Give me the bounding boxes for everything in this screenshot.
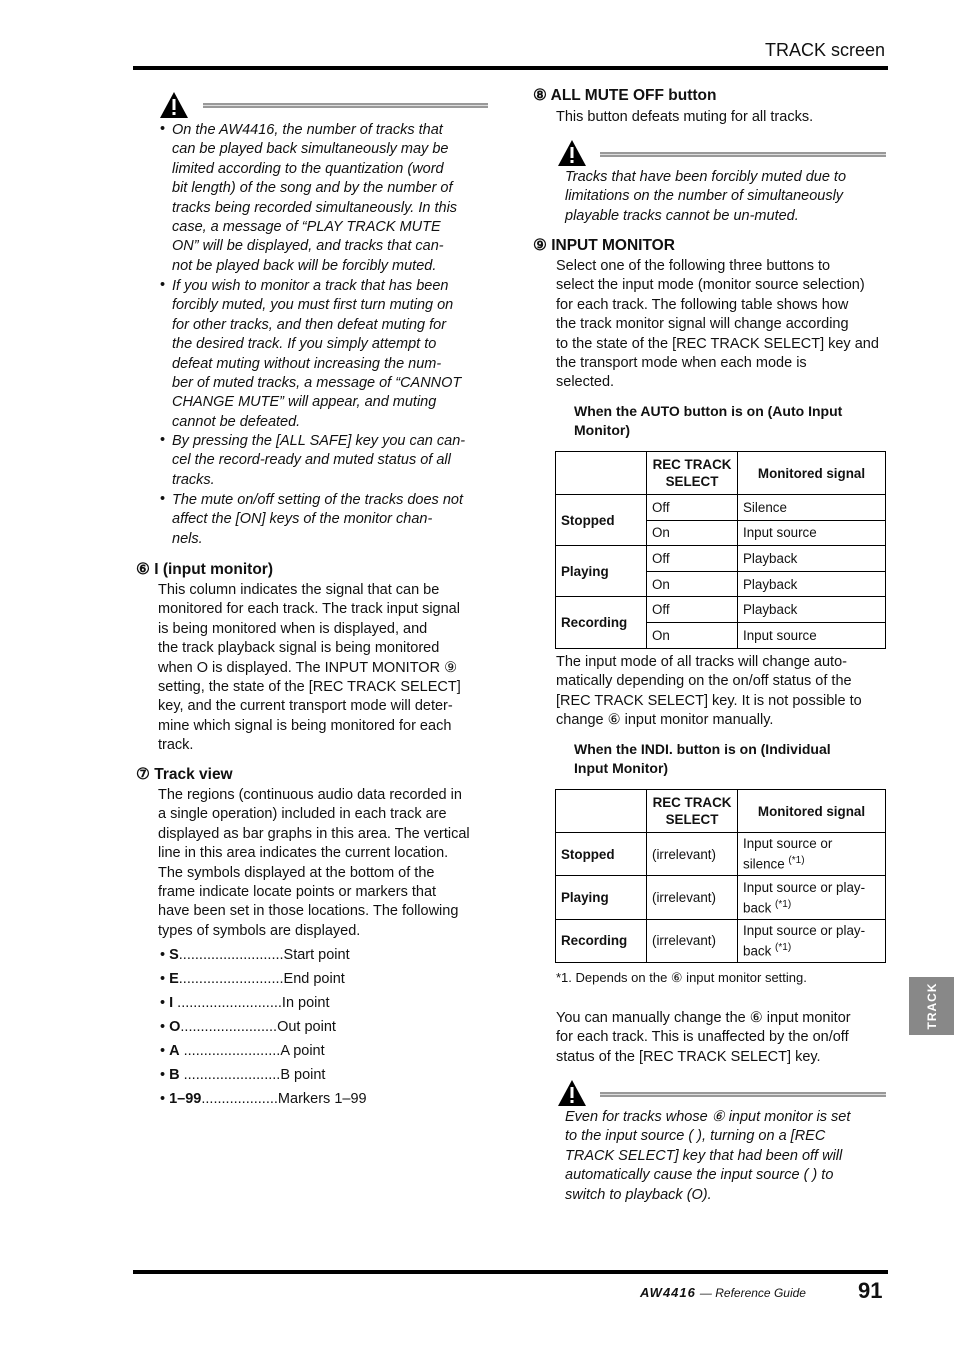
leader-dots: ........................ <box>180 1019 278 1035</box>
text-line: Tracks that have been forcibly muted due to <box>565 169 847 185</box>
section-9-body <box>556 257 879 393</box>
leader-dots: ................... <box>201 1091 278 1107</box>
transport-mode: Recording <box>556 597 647 648</box>
symbol-list <box>160 943 367 1111</box>
header-rule <box>133 66 888 70</box>
section-7-heading: ⑦ Track view <box>136 766 233 783</box>
text-line: affect the [ON] keys of the monitor chan- <box>172 511 433 528</box>
monitored-signal: Input source or silence $^{(*1)}$ <box>738 833 886 876</box>
auto-table-heading <box>574 402 842 441</box>
rec-track-select: On <box>647 571 738 597</box>
manual-change-text <box>556 1009 851 1067</box>
leader-dots: .......................... <box>173 995 282 1011</box>
text-line: types of symbols are displayed. <box>158 922 361 939</box>
auto-explanation <box>556 653 862 731</box>
transport-mode: Recording <box>556 919 647 962</box>
text-line: The input mode of all tracks will change auto- <box>556 654 847 670</box>
symbol-meaning: Markers 1–99 <box>277 1091 367 1107</box>
monitored-signal: Playback <box>738 546 886 572</box>
text-line: TRACK SELECT] key that had been off will <box>565 1147 843 1164</box>
symbol-meaning: Start point <box>283 947 350 963</box>
transport-mode: Playing <box>556 546 647 597</box>
text-line: CHANGE MUTE” will appear, and muting <box>172 394 437 411</box>
text-line: a single operation) included in each track are <box>158 806 447 823</box>
text-line: Even for tracks whose ⑥ input monitor is set <box>565 1109 851 1125</box>
section-8-heading: ⑧ ALL MUTE OFF button <box>533 87 717 104</box>
text-line: not be played back will be forcibly muted. <box>172 257 437 274</box>
text-line: matically depending on the on/off status of the <box>556 673 852 690</box>
symbol-meaning: In point <box>281 995 330 1011</box>
text-line: change ⑥ input monitor manually. <box>556 712 774 729</box>
text-line: for each track. The following table shows how <box>556 296 849 313</box>
text-line: line in this area indicates the current location. <box>158 845 449 862</box>
text-line: frame indicate locate points or markers that <box>158 883 437 900</box>
text-line: the desired track. If you simply attempt to <box>172 336 437 353</box>
leader-dots: .......................... <box>178 947 284 963</box>
product-logo: AW4416 <box>640 1285 696 1300</box>
text-line: Select one of the following three buttons to <box>556 258 831 274</box>
bullet-2: • If you wish to monitor a track that has been forcibly muted, you must first turn muting on for other tracks, and then defeat muting for the desired track. If you simply attempt to defeat muting without increasing the num- ber of muted tracks, a message of “CANNOT CHANGE MUTE” will appear, and muting cannot be defeated. <box>160 277 461 432</box>
rec-track-select: On <box>647 520 738 546</box>
symbol-list-item: • B ........................B point <box>160 1067 326 1083</box>
text-line: the transport mode when each mode is <box>556 354 807 371</box>
symbol: 1–99 <box>169 1091 202 1107</box>
bullet-3: • By pressing the [ALL SAFE] key you can can- cel the record-ready and muted status of all tracks. <box>160 432 465 490</box>
footnote: *1. Depends on the ⑥ input monitor setting. <box>556 970 807 985</box>
transport-mode: Stopped <box>556 495 647 546</box>
footer-rule <box>133 1270 888 1274</box>
note-divider <box>600 152 886 157</box>
text-line: forcibly muted, you must first turn muting on <box>172 297 454 314</box>
symbol-list-item: • 1–99...................Markers 1–99 <box>160 1091 367 1107</box>
rec-track-select: Off <box>647 495 738 521</box>
monitored-signal: Playback <box>738 597 886 623</box>
transport-mode: Stopped <box>556 833 647 876</box>
text-line: The regions (continuous audio data recorded in <box>158 787 462 803</box>
rec-track-select: Off <box>647 597 738 623</box>
leader-dots: ........................ <box>179 1043 281 1059</box>
text-line: switch to playback (O). <box>565 1186 712 1203</box>
rec-track-select: (irrelevant) <box>647 876 738 919</box>
text-line: ber of muted tracks, a message of “CANNOT <box>172 374 462 391</box>
text-line: nels. <box>172 530 203 547</box>
text-line: tracks being recorded simultaneously. In this <box>172 199 458 216</box>
text-line: When the INDI. button is on (Individual <box>574 741 831 757</box>
table-row <box>556 876 886 919</box>
symbol: E <box>169 971 179 987</box>
text-line: limited according to the quantization (word <box>172 160 444 177</box>
text-line: tracks. <box>172 471 215 488</box>
text-line: is being monitored when is displayed, and <box>158 620 428 637</box>
transport-mode: Playing <box>556 876 647 919</box>
text-line: for each track. This is unaffected by the on/off <box>556 1029 849 1046</box>
text-line: for other tracks, and then defeat muting for <box>172 316 447 333</box>
text-line: key, and the current transport mode will deter- <box>158 698 453 715</box>
monitored-signal: Silence <box>738 495 886 521</box>
text-line: selected. <box>556 374 615 391</box>
text-line: to the state of the [REC TRACK SELECT] key and <box>556 335 879 352</box>
text-line: playable tracks cannot be un-muted. <box>565 207 799 224</box>
text-line: defeat muting without increasing the num- <box>172 355 442 372</box>
monitored-signal: Input source <box>738 520 886 546</box>
table-row <box>556 833 886 876</box>
section-8-note <box>565 168 846 226</box>
text-line: case, a message of “PLAY TRACK MUTE <box>172 218 441 235</box>
text-line: The mute on/off setting of the tracks does not <box>172 492 463 508</box>
symbol-meaning: B point <box>280 1067 326 1083</box>
text-line: bit length) of the song and by the number of <box>172 180 453 197</box>
table-row <box>556 546 886 572</box>
symbol: B <box>169 1067 180 1083</box>
rec-track-select: Off <box>647 546 738 572</box>
indi-table-heading <box>574 740 831 779</box>
symbol-list-item: • O........................Out point <box>160 1019 336 1035</box>
text-line: the track monitor signal will change according <box>556 316 849 333</box>
bullet-4: • The mute on/off setting of the tracks does not affect the [ON] keys of the monitor chan- nels. <box>160 491 463 549</box>
text-line: track. <box>158 737 194 754</box>
table-row <box>556 495 886 521</box>
text-line: [REC TRACK SELECT] key. It is not possible to <box>556 692 862 709</box>
text-line: Monitor) <box>574 422 630 439</box>
monitored-signal: Playback <box>738 571 886 597</box>
text-line: Input Monitor) <box>574 760 669 777</box>
rec-track-select: On <box>647 622 738 648</box>
symbol-list-item: • E..........................End point <box>160 971 345 987</box>
text-line: By pressing the [ALL SAFE] key you can can- <box>172 433 466 449</box>
section-6-body <box>158 581 461 756</box>
text-line: You can manually change the ⑥ input monitor <box>556 1010 851 1026</box>
leader-dots: ........................ <box>179 1067 281 1083</box>
auto-mode-table: REC TRACK SELECT Monitored signal Stopped Off Silence On Input source Playing Off Playback On Playback Recording Off Playback On Input source <box>555 451 886 649</box>
warning-icon <box>557 1079 587 1107</box>
note-divider <box>600 1092 886 1097</box>
text-line: displayed as bar graphs in this area. The vertical <box>158 825 470 842</box>
text-line: status of the [REC TRACK SELECT] key. <box>556 1048 821 1065</box>
symbol-list-item: • S..........................Start point <box>160 947 350 963</box>
table-row <box>556 919 886 962</box>
symbol: O <box>169 1019 181 1035</box>
symbol: S <box>169 947 179 963</box>
text-line: The symbols displayed at the bottom of the <box>158 864 435 881</box>
footer-guide: AW4416 — Reference Guide <box>640 1285 806 1300</box>
indi-mode-table: REC TRACK SELECT Monitored signal Stopped (irrelevant) Input source or silence $^{(*1)}$ Playing (irrelevant) Input source or play- back $^{(*1)}$ Recording (irrelevant) Input source or play- back $^{(*1)}$ <box>555 789 886 963</box>
text-line: when O is displayed. The INPUT MONITOR ⑨ <box>158 659 458 676</box>
text-line: setting, the state of the [REC TRACK SELECT] <box>158 678 461 695</box>
symbol-meaning: End point <box>283 971 345 987</box>
text-line: ON” will be displayed, and tracks that can- <box>172 238 444 255</box>
section-8-body: This button defeats muting for all tracks. <box>556 109 814 125</box>
text-line: automatically cause the input source ( ) to <box>565 1167 834 1184</box>
symbol-meaning: Out point <box>277 1019 336 1035</box>
bullet-1: • On the AW4416, the number of tracks that can be played back simultaneously may be limited according to the quantization (word bit length) of the song and by the number of tracks being recorded simultaneously. In this case, a message of “PLAY TRACK MUTE ON” will be displayed, and tracks that can- not be played back will be forcibly muted. <box>160 121 457 276</box>
text-line: the track playback signal is being monitored <box>158 640 440 657</box>
monitored-signal: Input source or play- back $^{(*1)}$ <box>738 876 886 919</box>
page-number: 91 <box>858 1278 883 1303</box>
warning-icon <box>557 139 587 167</box>
symbol-meaning: A point <box>280 1043 325 1059</box>
symbol-list-item: • A ........................A point <box>160 1043 325 1059</box>
text-line: If you wish to monitor a track that has been <box>172 278 449 294</box>
monitored-signal: Input source or play- back $^{(*1)}$ <box>738 919 886 962</box>
text-line: select the input mode (monitor source selection) <box>556 277 865 294</box>
warning-icon <box>159 91 189 119</box>
text-line: On the AW4416, the number of tracks that <box>172 122 443 138</box>
section-6-heading: ⑥ I (input monitor) <box>136 561 274 578</box>
text-line: can be played back simultaneously may be <box>172 141 449 158</box>
input-monitor-note <box>565 1108 850 1205</box>
text-line: cannot be defeated. <box>172 413 301 430</box>
text-line: limitations on the number of simultaneously <box>565 188 844 205</box>
section-7-body <box>158 786 470 941</box>
symbol: A <box>169 1043 180 1059</box>
text-line: When the AUTO button is on (Auto Input <box>574 403 843 419</box>
text-line: cel the record-ready and muted status of all <box>172 452 451 469</box>
side-tab: TRACK <box>909 977 954 1035</box>
page-header-title: TRACK screen <box>764 40 885 60</box>
rec-track-select: (irrelevant) <box>647 833 738 876</box>
text-line: have been set in those locations. The following <box>158 903 459 920</box>
table-row <box>556 597 886 623</box>
text-line: This column indicates the signal that can be <box>158 582 440 598</box>
leader-dots: .......................... <box>178 971 284 987</box>
section-9-heading: ⑨ INPUT MONITOR <box>533 237 675 254</box>
rec-track-select: (irrelevant) <box>647 919 738 962</box>
text-line: monitored for each track. The track input signal <box>158 601 460 618</box>
note-divider <box>203 103 488 108</box>
symbol-list-item: • I ..........................In point <box>160 995 330 1011</box>
text-line: to the input source ( ), turning on a [REC <box>565 1128 826 1145</box>
monitored-signal: Input source <box>738 622 886 648</box>
symbol: I <box>169 995 174 1011</box>
text-line: mine which signal is being monitored for each <box>158 717 452 734</box>
